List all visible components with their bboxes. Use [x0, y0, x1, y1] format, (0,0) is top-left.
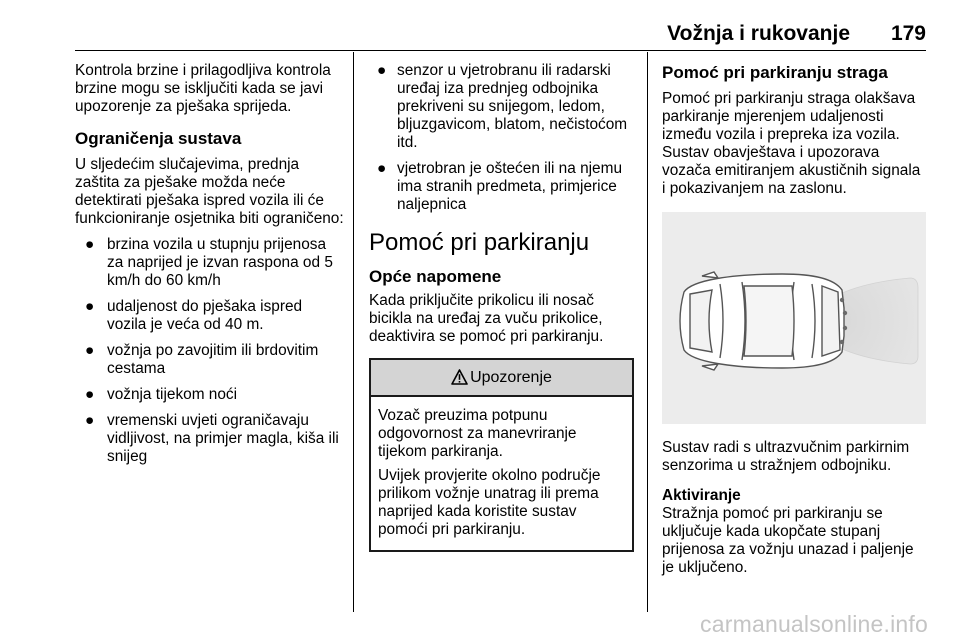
- bullet-icon: ●: [377, 62, 387, 79]
- sensors-paragraph: Sustav radi s ultrazvučnim parkirnim senzorima u stražnjem odbojniku.: [662, 439, 910, 474]
- warning-triangle-icon: [451, 369, 468, 385]
- warning-box: [369, 358, 634, 552]
- general-notes-heading: Opće napomene: [369, 267, 502, 286]
- bullet-icon: ●: [85, 386, 95, 403]
- bullet-icon: ●: [85, 342, 95, 359]
- general-notes-paragraph: Kada priključite prikolicu ili nosač bicikla na uređaj za vuču prikolice, deaktivira se pomoć pri parkiranju.: [369, 292, 604, 345]
- warning-paragraph-1: Vozač preuzima potpunu odgovornost za manevriranje tijekom parkiranja.: [378, 407, 577, 460]
- list-item: ● vožnja tijekom noći: [85, 386, 238, 403]
- page-number: 179: [890, 22, 926, 45]
- list-item: ● senzor u vjetrobranu ili radarski uređaj iza prednjeg odbojnika prekriveni su snijegom, ledom, bljuzgavicom, blatom, nečistoćom itd.: [377, 62, 628, 151]
- warning-body: [371, 397, 632, 550]
- system-limits-lead: U sljedećim slučajevima, prednja zaštita za pješake možda neće detektirati pješaka ispred vozila ili će funkcioniranje osjetnika biti ograničeno:: [75, 156, 344, 227]
- list-item: ● vremenski uvjeti ograničavaju vidljivost, na primjer magla, kiša ili snijeg: [85, 412, 339, 465]
- warning-title: Upozorenje: [470, 369, 552, 386]
- system-limits-heading: Ograničenja sustava: [75, 129, 242, 148]
- bullet-icon: ●: [85, 412, 95, 429]
- column-2: [369, 62, 634, 552]
- column-1: [75, 62, 345, 474]
- rear-parking-assist-heading: Pomoć pri parkiranju straga: [662, 63, 888, 82]
- activation-paragraph: Stražnja pomoć pri parkiranju se uključuje kada ukopčate stupanj prijenosa za vožnju unazad i paljenje je uključeno.: [662, 505, 914, 576]
- activation-heading: Aktiviranje: [662, 487, 741, 504]
- car-top-view-icon: [680, 272, 844, 370]
- page-header-title: Vožnja i rukovanje: [667, 22, 850, 45]
- sensor-detection-zone: [840, 278, 918, 364]
- list-item: ● vjetrobran je oštećen ili na njemu ima stranih predmeta, primjerice naljepnica: [377, 160, 622, 213]
- list-item: ● brzina vozila u stupnju prijenosa za naprijed je izvan raspona od 5 km/h do 60 km/h: [85, 236, 333, 289]
- bullet-icon: ●: [85, 236, 95, 253]
- rear-parking-sensor-illustration: [662, 212, 926, 424]
- column-3: [662, 62, 928, 577]
- intro-paragraph: Kontrola brzine i prilagodljiva kontrola brzine mogu se isključiti kada se javi upozorenje za pješaka sprijeda.: [75, 62, 331, 115]
- limits-list: [75, 236, 345, 466]
- rear-parking-assist-paragraph: Pomoć pri parkiranju straga olakšava parkiranje mjerenjem udaljenosti između vozila i prepreka iza vozila. Sustav obavještava i upozorava vozača emitiranjem akustičnih signala i pokazivanjem na zaslonu.: [662, 90, 921, 197]
- column-divider-2: [647, 52, 648, 612]
- bullet-icon: ●: [85, 298, 95, 315]
- column-divider-1: [353, 52, 354, 612]
- parking-assist-section-title: Pomoć pri parkiranju: [369, 229, 590, 256]
- list-item: ● udaljenost do pješaka ispred vozila je veća od 40 m.: [85, 298, 303, 333]
- header-rule: [75, 50, 926, 51]
- list-item: ● vožnja po zavojitim ili brdovitim cestama: [85, 342, 319, 377]
- limits-list-continued: [369, 62, 634, 214]
- warning-paragraph-2: Uvijek provjerite okolno područje prilikom vožnje unatrag ili prema naprijed kada koristite sustav pomoći pri parkiranju.: [378, 467, 601, 538]
- warning-header: [371, 360, 632, 397]
- bullet-icon: ●: [377, 160, 387, 177]
- watermark: carmanualsonline.info: [700, 611, 928, 637]
